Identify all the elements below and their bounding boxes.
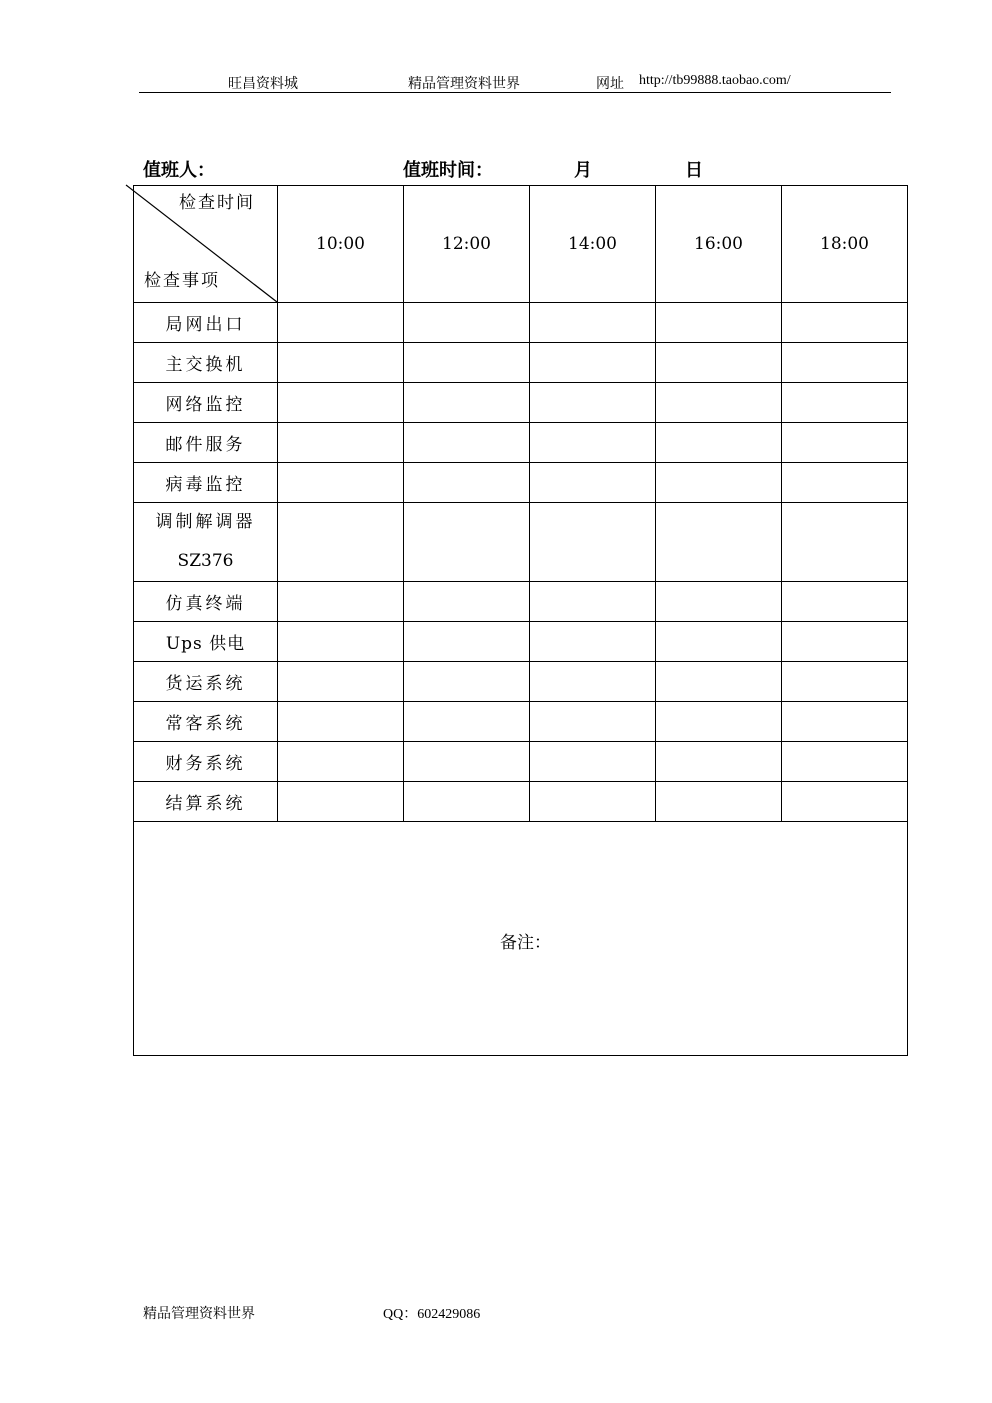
- time-header: 16:00: [656, 186, 782, 303]
- check-cell[interactable]: [278, 343, 404, 383]
- check-item: 邮件服务: [134, 423, 278, 463]
- check-cell[interactable]: [656, 343, 782, 383]
- notes-cell[interactable]: [134, 822, 908, 1056]
- table-row: [134, 742, 908, 782]
- check-cell[interactable]: [656, 423, 782, 463]
- check-cell[interactable]: [278, 503, 404, 582]
- check-cell[interactable]: [530, 343, 656, 383]
- check-cell[interactable]: [278, 582, 404, 622]
- notes-row: [134, 822, 908, 1056]
- check-item: 主交换机: [134, 343, 278, 383]
- check-cell[interactable]: [530, 662, 656, 702]
- corner-cell: [134, 186, 278, 303]
- check-cell[interactable]: [404, 742, 530, 782]
- corner-top-label: 检查时间: [179, 193, 255, 213]
- check-cell[interactable]: [656, 742, 782, 782]
- check-cell[interactable]: [530, 702, 656, 742]
- check-cell[interactable]: [782, 503, 908, 582]
- footer-qq: QQ：602429086: [383, 1307, 481, 1322]
- check-cell[interactable]: [782, 423, 908, 463]
- check-item: 病毒监控: [134, 463, 278, 503]
- check-cell[interactable]: [530, 423, 656, 463]
- check-cell[interactable]: [404, 463, 530, 503]
- table-row: [134, 383, 908, 423]
- check-cell[interactable]: [782, 383, 908, 423]
- day-label: 日: [685, 160, 703, 181]
- check-cell[interactable]: [404, 383, 530, 423]
- check-cell[interactable]: [782, 662, 908, 702]
- check-cell[interactable]: [278, 782, 404, 822]
- inspection-table: [133, 185, 908, 1056]
- check-cell[interactable]: [530, 463, 656, 503]
- table-row: [134, 702, 908, 742]
- table-row: [134, 782, 908, 822]
- check-item: 财务系统: [134, 742, 278, 782]
- table-row: [134, 503, 908, 582]
- check-cell[interactable]: [656, 622, 782, 662]
- header-site-label: 网址: [596, 77, 624, 92]
- check-cell[interactable]: [782, 782, 908, 822]
- check-cell[interactable]: [656, 303, 782, 343]
- header-left: 旺昌资料城: [228, 77, 298, 92]
- corner-bottom-label: 检查事项: [144, 271, 220, 291]
- check-cell[interactable]: [782, 463, 908, 503]
- check-cell[interactable]: [404, 343, 530, 383]
- footer-left: 精品管理资料世界: [143, 1307, 255, 1322]
- table-row: [134, 622, 908, 662]
- check-cell[interactable]: [278, 622, 404, 662]
- check-cell[interactable]: [404, 582, 530, 622]
- check-cell[interactable]: [656, 383, 782, 423]
- check-cell[interactable]: [656, 503, 782, 582]
- check-cell[interactable]: [278, 463, 404, 503]
- header-rule: [139, 92, 891, 93]
- check-cell[interactable]: [530, 303, 656, 343]
- check-item: 结算系统: [134, 782, 278, 822]
- check-cell[interactable]: [404, 782, 530, 822]
- table-header-row: [134, 186, 908, 303]
- time-header: 18:00: [782, 186, 908, 303]
- check-cell[interactable]: [656, 582, 782, 622]
- header-center: 精品管理资料世界: [408, 77, 520, 92]
- check-cell[interactable]: [404, 503, 530, 582]
- check-cell[interactable]: [656, 702, 782, 742]
- table-row: [134, 303, 908, 343]
- check-cell[interactable]: [530, 742, 656, 782]
- table-row: [134, 423, 908, 463]
- check-cell[interactable]: [656, 463, 782, 503]
- check-cell[interactable]: [404, 622, 530, 662]
- header-url: http://tb99888.taobao.com/: [639, 73, 791, 88]
- duty-person-label: 值班人：: [143, 160, 215, 181]
- check-item: 常客系统: [134, 702, 278, 742]
- modem-model: SZ376: [177, 551, 234, 571]
- check-item: 局网出口: [134, 303, 278, 343]
- duty-time-label: 值班时间：: [403, 160, 493, 181]
- notes-label: 备注：: [500, 933, 551, 953]
- check-cell[interactable]: [404, 423, 530, 463]
- check-cell[interactable]: [404, 702, 530, 742]
- check-cell[interactable]: [530, 782, 656, 822]
- check-cell[interactable]: [278, 423, 404, 463]
- check-cell[interactable]: [278, 662, 404, 702]
- check-cell[interactable]: [782, 742, 908, 782]
- time-header: 12:00: [404, 186, 530, 303]
- check-cell[interactable]: [782, 702, 908, 742]
- check-cell[interactable]: [278, 383, 404, 423]
- check-cell[interactable]: [278, 303, 404, 343]
- table-row: [134, 343, 908, 383]
- check-item: 仿真终端: [134, 582, 278, 622]
- check-item-modem: [134, 503, 278, 582]
- check-cell[interactable]: [278, 702, 404, 742]
- check-cell[interactable]: [278, 742, 404, 782]
- check-cell[interactable]: [530, 503, 656, 582]
- check-cell[interactable]: [782, 343, 908, 383]
- check-item: 网络监控: [134, 383, 278, 423]
- check-cell[interactable]: [530, 383, 656, 423]
- modem-label: 调制解调器: [155, 512, 256, 532]
- time-header: 14:00: [530, 186, 656, 303]
- check-item: Ups 供电: [134, 622, 278, 662]
- table-row: [134, 463, 908, 503]
- check-cell[interactable]: [404, 662, 530, 702]
- check-cell[interactable]: [530, 582, 656, 622]
- check-cell[interactable]: [656, 782, 782, 822]
- table-row: [134, 662, 908, 702]
- check-cell[interactable]: [656, 662, 782, 702]
- check-cell[interactable]: [530, 622, 656, 662]
- check-cell[interactable]: [782, 622, 908, 662]
- time-header: 10:00: [278, 186, 404, 303]
- check-cell[interactable]: [782, 582, 908, 622]
- table-row: [134, 582, 908, 622]
- month-label: 月: [574, 160, 592, 181]
- check-item: 货运系统: [134, 662, 278, 702]
- check-cell[interactable]: [782, 303, 908, 343]
- check-cell[interactable]: [404, 303, 530, 343]
